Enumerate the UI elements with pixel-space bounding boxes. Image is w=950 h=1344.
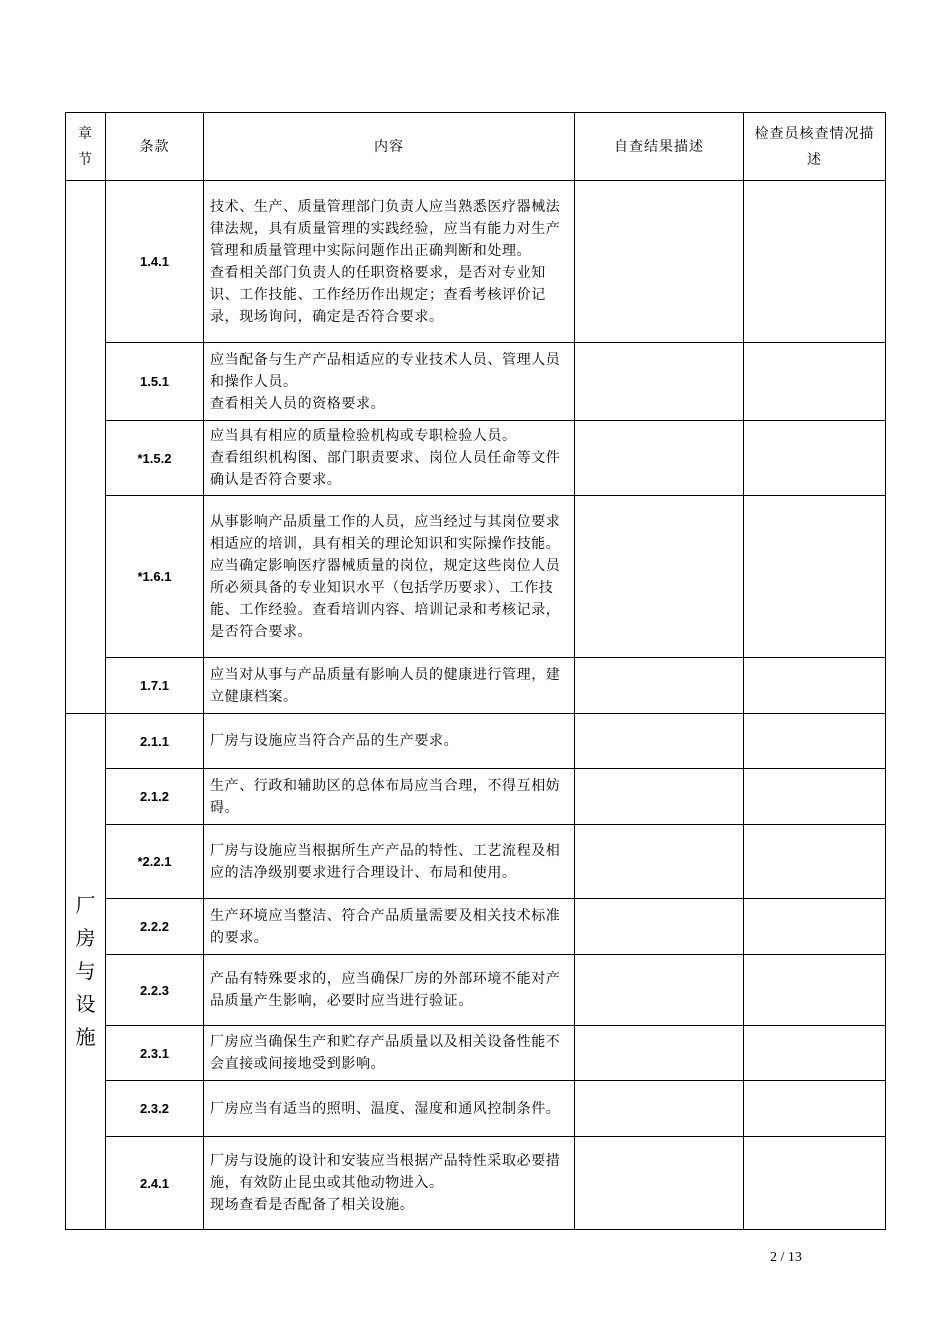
chapter-cell-facilities: 厂房与设施	[66, 714, 106, 1230]
inspector-cell[interactable]	[744, 343, 886, 421]
clause-number: *2.2.1	[106, 825, 204, 899]
clause-number: *1.5.2	[106, 421, 204, 496]
table-row	[66, 714, 886, 769]
inspector-cell[interactable]	[744, 825, 886, 899]
table-row	[66, 343, 886, 421]
self-check-cell[interactable]	[575, 1137, 744, 1230]
clause-content: 产品有特殊要求的，应当确保厂房的外部环境不能对产品质量产生影响，必要时应当进行验证。	[204, 955, 575, 1026]
inspector-cell[interactable]	[744, 1026, 886, 1081]
inspector-cell[interactable]	[744, 496, 886, 658]
table-row	[66, 899, 886, 955]
self-check-cell[interactable]	[575, 658, 744, 714]
inspector-cell[interactable]	[744, 658, 886, 714]
header-content: 内容	[204, 113, 575, 181]
clause-content: 生产、行政和辅助区的总体布局应当合理，不得互相妨碍。	[204, 769, 575, 825]
clause-number: 1.4.1	[106, 181, 204, 343]
header-self-check: 自查结果描述	[575, 113, 744, 181]
clause-content: 应当配备与生产产品相适应的专业技术人员、管理人员和操作人员。 查看相关人员的资格要求。	[204, 343, 575, 421]
inspector-cell[interactable]	[744, 1137, 886, 1230]
self-check-cell[interactable]	[575, 1081, 744, 1137]
clause-number: 1.7.1	[106, 658, 204, 714]
self-check-cell[interactable]	[575, 1026, 744, 1081]
page-number: 2 / 13	[770, 1250, 802, 1265]
clause-number: *1.6.1	[106, 496, 204, 658]
self-check-cell[interactable]	[575, 955, 744, 1026]
clause-content: 技术、生产、质量管理部门负责人应当熟悉医疗器械法律法规，具有质量管理的实践经验，应当有能力对生产管理和质量管理中实际问题作出正确判断和处理。 查看相关部门负责人的任职资格要求，是否对专业知识、工作技能、工作经历作出规定；查看考核评价记录，现场询问，确定是否符合要求。	[204, 181, 575, 343]
table-row	[66, 955, 886, 1026]
clause-number: 2.2.2	[106, 899, 204, 955]
clause-content: 厂房与设施应当根据所生产产品的特性、工艺流程及相应的洁净级别要求进行合理设计、布局和使用。	[204, 825, 575, 899]
clause-content: 生产环境应当整洁、符合产品质量需要及相关技术标准的要求。	[204, 899, 575, 955]
table-row	[66, 1081, 886, 1137]
chapter-cell-personnel	[66, 181, 106, 714]
inspector-cell[interactable]	[744, 1081, 886, 1137]
clause-number: 2.1.2	[106, 769, 204, 825]
clause-content: 应当具有相应的质量检验机构或专职检验人员。 查看组织机构图、部门职责要求、岗位人员任命等文件确认是否符合要求。	[204, 421, 575, 496]
self-check-cell[interactable]	[575, 825, 744, 899]
clause-number: 1.5.1	[106, 343, 204, 421]
table-row	[66, 769, 886, 825]
inspector-cell[interactable]	[744, 421, 886, 496]
inspector-cell[interactable]	[744, 769, 886, 825]
inspector-cell[interactable]	[744, 899, 886, 955]
clause-content: 厂房应当确保生产和贮存产品质量以及相关设备性能不会直接或间接地受到影响。	[204, 1026, 575, 1081]
clause-number: 2.2.3	[106, 955, 204, 1026]
table-row	[66, 496, 886, 658]
self-check-cell[interactable]	[575, 343, 744, 421]
table-row	[66, 181, 886, 343]
clause-content: 从事影响产品质量工作的人员，应当经过与其岗位要求相适应的培训，具有相关的理论知识和实际操作技能。 应当确定影响医疗器械质量的岗位，规定这些岗位人员所必须具备的专业知识水平（包括学历要求）、工作技能、工作经验。查看培训内容、培训记录和考核记录，是否符合要求。	[204, 496, 575, 658]
inspection-checklist-table	[65, 112, 886, 1230]
self-check-cell[interactable]	[575, 769, 744, 825]
self-check-cell[interactable]	[575, 181, 744, 343]
clause-content: 厂房与设施的设计和安装应当根据产品特性采取必要措施，有效防止昆虫或其他动物进入。 现场查看是否配备了相关设施。	[204, 1137, 575, 1230]
header-inspector: 检查员核查情况描述	[744, 113, 886, 181]
inspector-cell[interactable]	[744, 955, 886, 1026]
clause-content: 应当对从事与产品质量有影响人员的健康进行管理，建立健康档案。	[204, 658, 575, 714]
self-check-cell[interactable]	[575, 714, 744, 769]
clause-number: 2.3.1	[106, 1026, 204, 1081]
inspector-cell[interactable]	[744, 714, 886, 769]
table-header-row	[66, 113, 886, 181]
clause-number: 2.3.2	[106, 1081, 204, 1137]
inspector-cell[interactable]	[744, 181, 886, 343]
self-check-cell[interactable]	[575, 496, 744, 658]
table-row	[66, 825, 886, 899]
clause-number: 2.1.1	[106, 714, 204, 769]
header-chapter: 章节	[66, 113, 106, 181]
table-row	[66, 421, 886, 496]
header-clause: 条款	[106, 113, 204, 181]
clause-content: 厂房应当有适当的照明、温度、湿度和通风控制条件。	[204, 1081, 575, 1137]
self-check-cell[interactable]	[575, 899, 744, 955]
self-check-cell[interactable]	[575, 421, 744, 496]
clause-content: 厂房与设施应当符合产品的生产要求。	[204, 714, 575, 769]
table-row	[66, 1026, 886, 1081]
table-row	[66, 658, 886, 714]
clause-number: 2.4.1	[106, 1137, 204, 1230]
table-row	[66, 1137, 886, 1230]
